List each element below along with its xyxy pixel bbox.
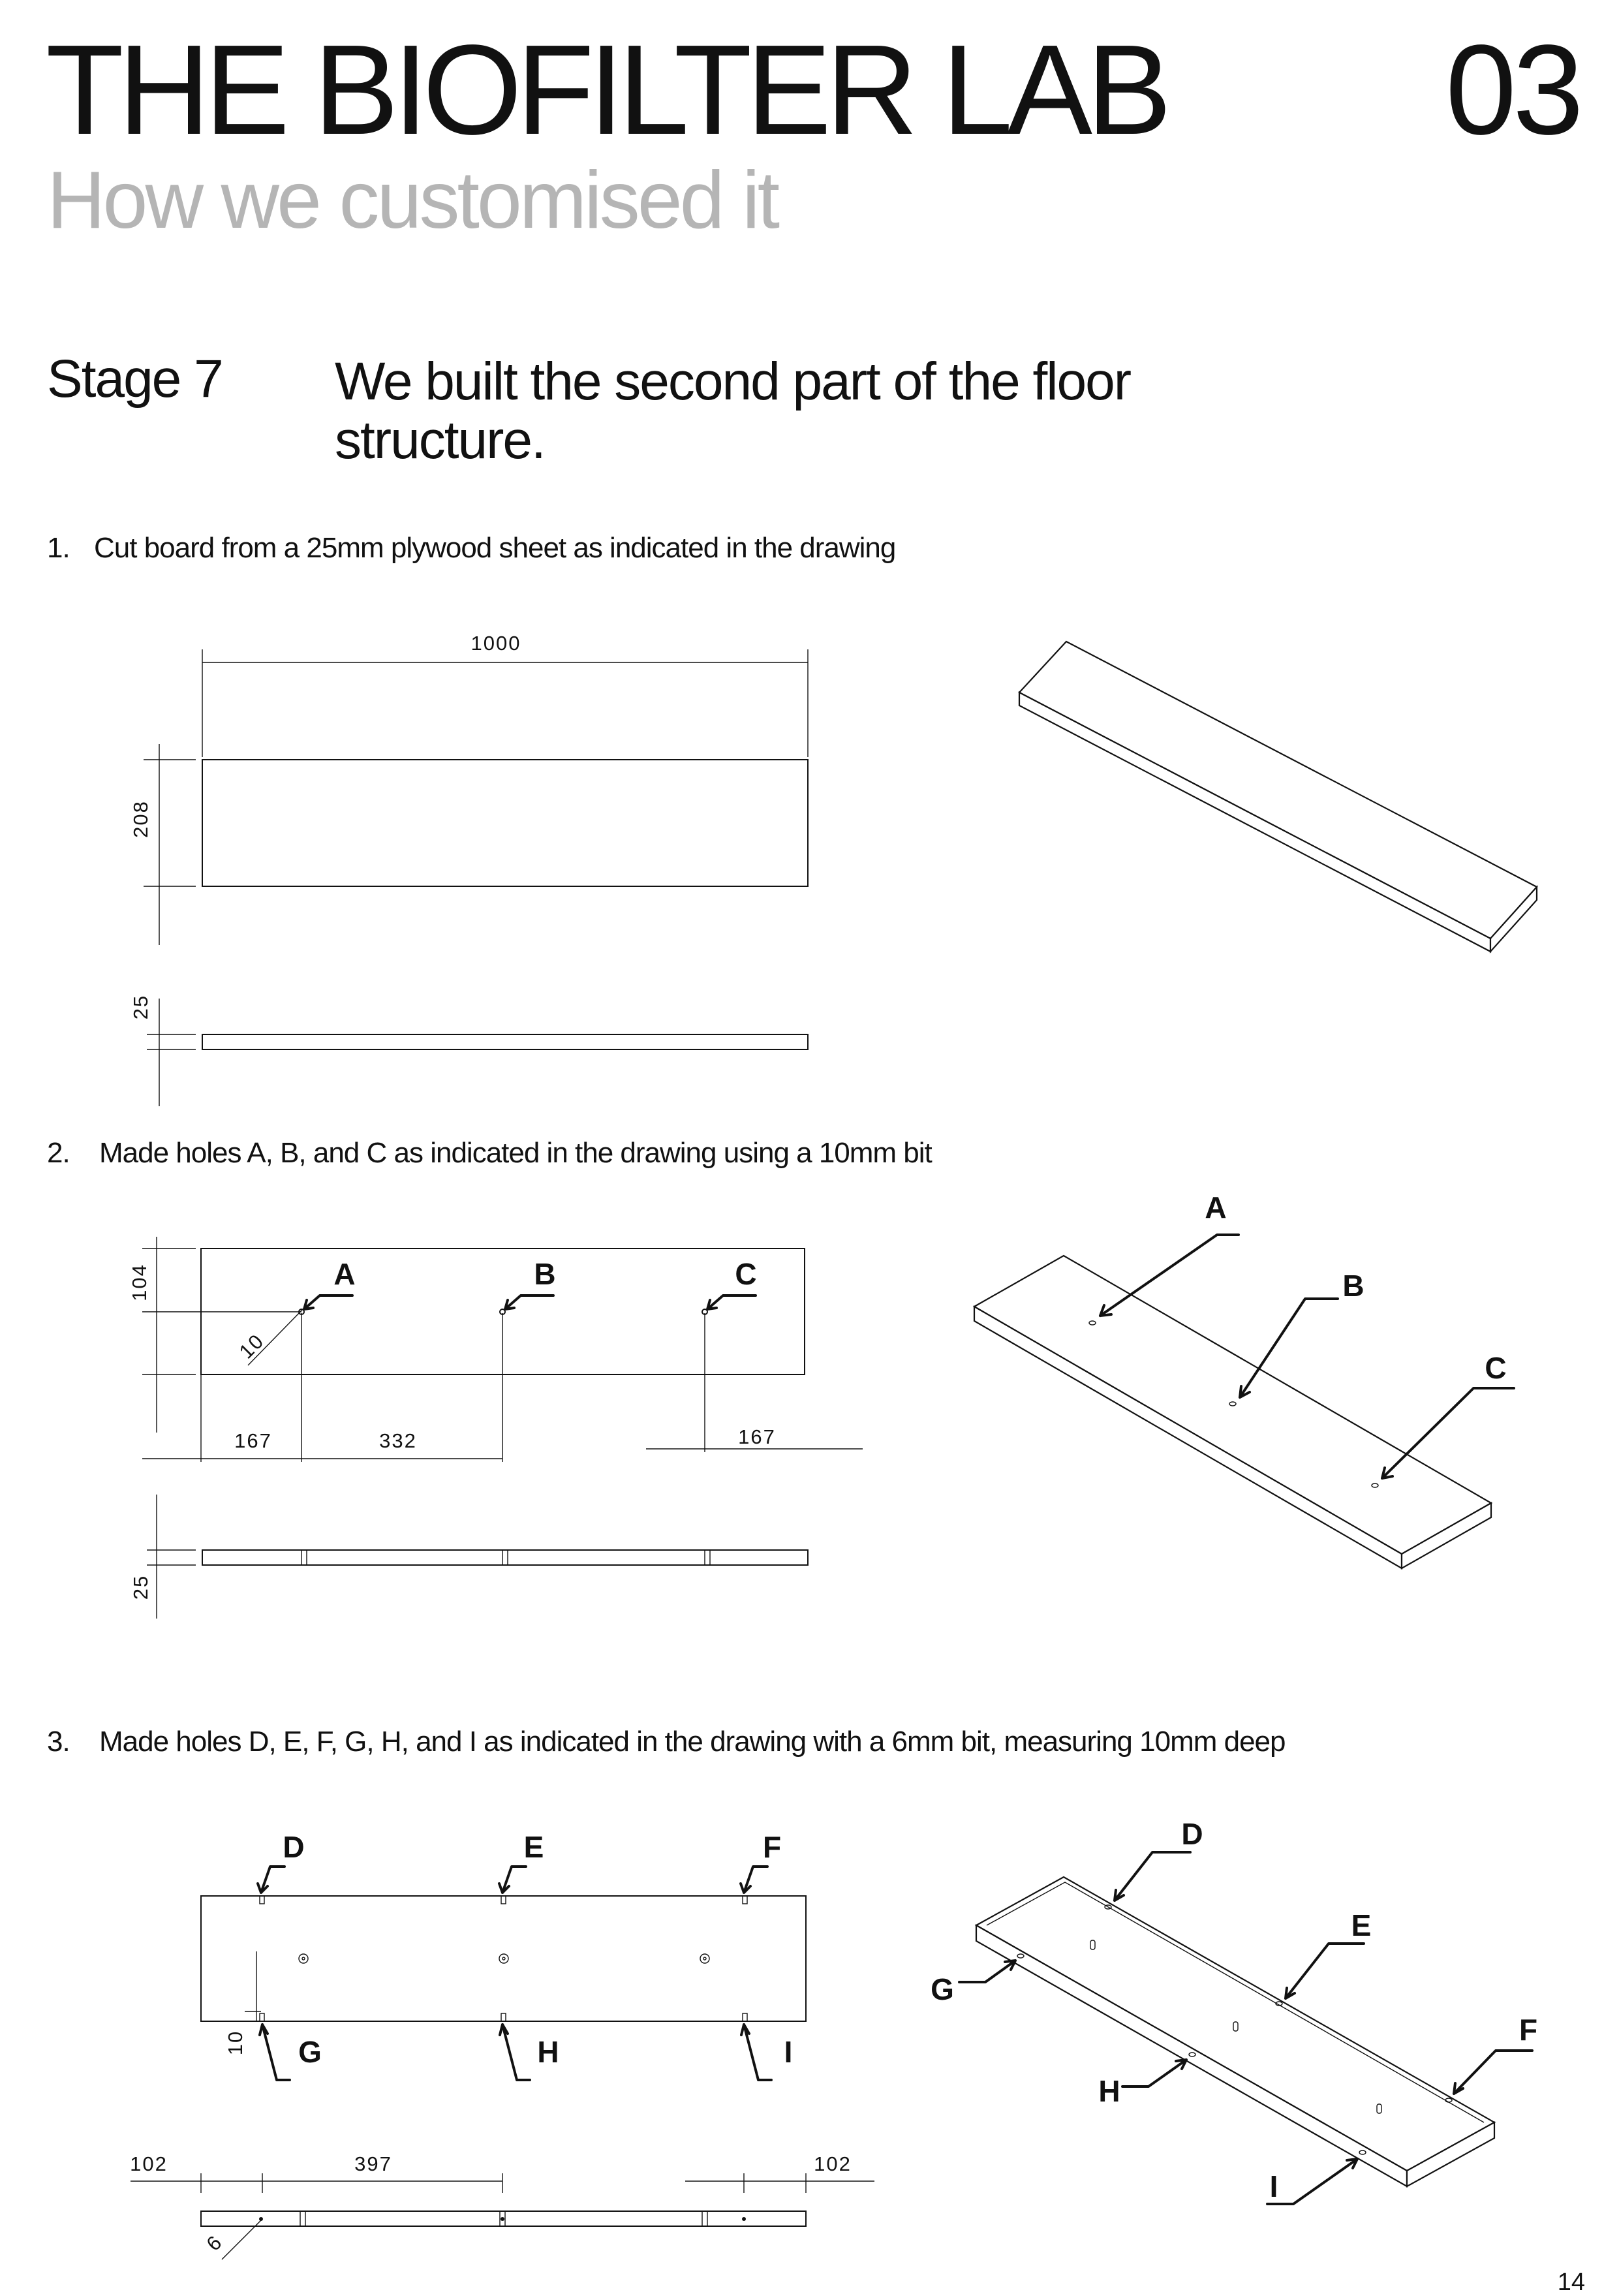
- dim-d3-offset-right: 102: [814, 2152, 852, 2175]
- drawing-2-side: [129, 1495, 808, 1619]
- label-hole-d: D: [283, 1830, 305, 1864]
- iso-label-e: E: [1351, 1908, 1372, 1942]
- drawing-2-isometric: [974, 1190, 1514, 1568]
- iso-label-i: I: [1269, 2169, 1278, 2203]
- label-hole-b: B: [534, 1257, 556, 1291]
- drawing-3-side: [130, 2152, 874, 2259]
- step-3-number: 3.: [47, 1726, 70, 1758]
- iso-label-h: H: [1098, 2074, 1120, 2108]
- label-hole-c: C: [735, 1257, 757, 1291]
- drawing-1-isometric: [1019, 642, 1537, 952]
- page-subtitle: How we customised it: [47, 155, 778, 245]
- step-2-text: Made holes A, B, and C as indicated in the drawing using a 10mm bit: [99, 1137, 932, 1169]
- page-title: THE BIOFILTER LAB: [46, 18, 1166, 161]
- iso-label-a: A: [1205, 1190, 1227, 1224]
- dim-board-width: 1000: [470, 632, 521, 655]
- step-2-number: 2.: [47, 1137, 70, 1169]
- board2-side-rect: [202, 1550, 808, 1565]
- dim-board-height: 208: [129, 800, 152, 838]
- dim-d3-spacing: 397: [354, 2152, 392, 2175]
- dim-depth-mark: 6: [202, 2230, 227, 2256]
- step-3-text: Made holes D, E, F, G, H, and I as indicated in the drawing with a 6mm bit, measuring 10mm deep: [99, 1726, 1286, 1758]
- board3-plan-rect: [201, 1896, 806, 2021]
- step-1-number: 1.: [47, 532, 70, 564]
- dim-spacing: 332: [379, 1429, 417, 1452]
- dim-offset-left: 167: [234, 1429, 272, 1452]
- board-plan-rect: [202, 760, 808, 886]
- step-1-text: Cut board from a 25mm plywood sheet as indicated in the drawing: [94, 532, 896, 564]
- page-number: 14: [1557, 2269, 1585, 2296]
- dim-edge-offset: 10: [224, 2030, 247, 2056]
- drawing-1-side: [129, 995, 808, 1106]
- iso-label-f: F: [1519, 2013, 1538, 2047]
- dim-d3-offset-left: 102: [130, 2152, 168, 2175]
- iso-label-d: D: [1181, 1817, 1203, 1851]
- label-hole-h: H: [537, 2035, 559, 2069]
- dim-board-thickness: 25: [129, 994, 152, 1020]
- dim-hole-diameter: 10: [234, 1329, 269, 1363]
- drawing-3-plan: [201, 1830, 806, 2080]
- iso-label-b: B: [1342, 1269, 1365, 1303]
- label-hole-e: E: [523, 1830, 544, 1864]
- label-hole-g: G: [298, 2035, 322, 2069]
- iso-label-g: G: [931, 1972, 954, 2006]
- dim-board2-height: 104: [128, 1264, 151, 1301]
- drawing-1-plan: [129, 632, 808, 945]
- label-hole-i: I: [784, 2035, 793, 2069]
- stage-description: We built the second part of the floor structure.: [335, 352, 1131, 470]
- drawing-2-plan: [128, 1237, 863, 1462]
- dim-offset-right: 167: [738, 1425, 776, 1448]
- stage-label: Stage 7: [47, 349, 223, 409]
- board-side-rect: [202, 1034, 808, 1049]
- drawing-3-isometric: [931, 1817, 1537, 2204]
- iso-label-c: C: [1485, 1351, 1507, 1385]
- chapter-number: 03: [1445, 18, 1580, 161]
- label-hole-f: F: [762, 1830, 782, 1864]
- dim-board2-thickness: 25: [129, 1574, 152, 1600]
- label-hole-a: A: [333, 1257, 356, 1291]
